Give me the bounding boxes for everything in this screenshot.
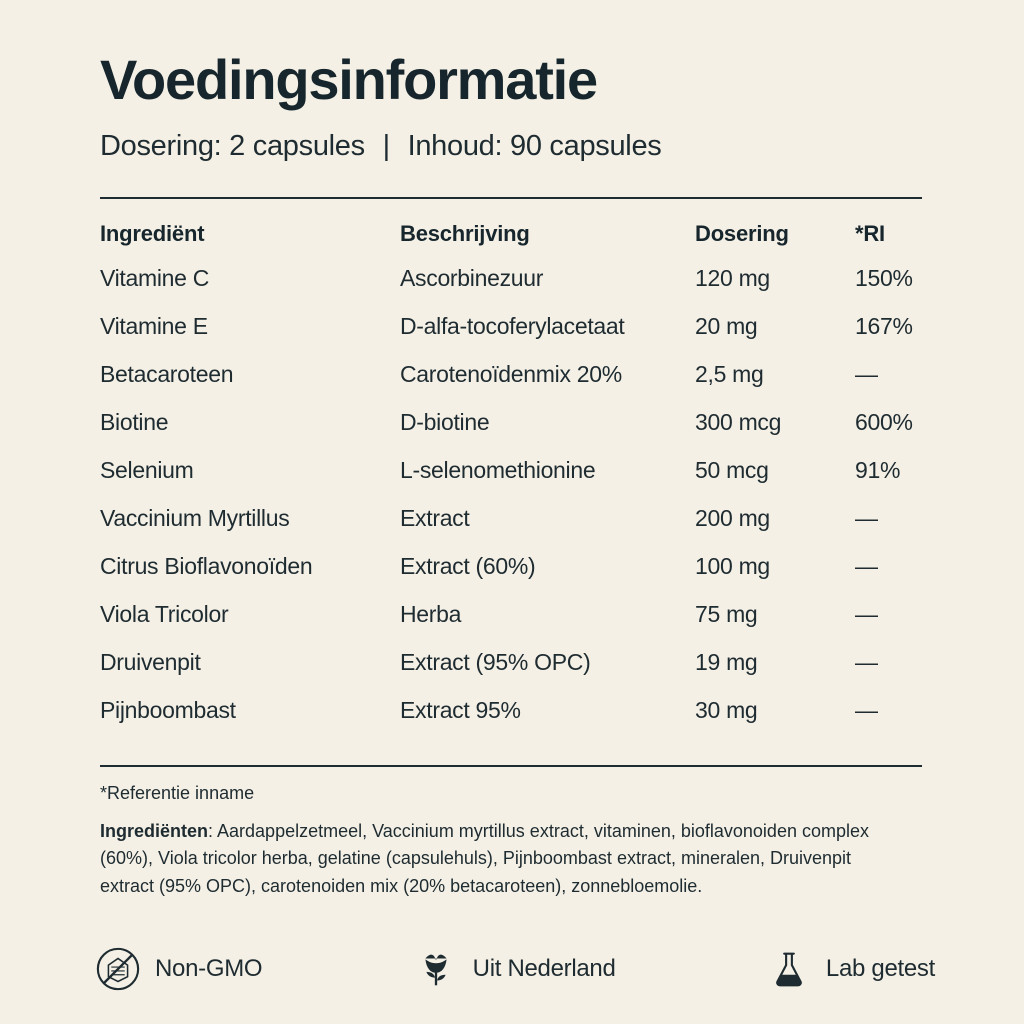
badge-label: Non-GMO (155, 955, 263, 982)
column-header-ingredient: Ingrediënt (100, 221, 205, 246)
ingredients-text: : Aardappelzetmeel, Vaccinium myrtillus extract, vitaminen, bioflavonoiden complex (60%), Viola tricolor herba, gelatine (capsulehuls), Pijnboombast extract, mineralen, Druivenpit extract (95% OPC), carotenoiden mix (20% betacaroteen), zonnebloemolie. (100, 821, 869, 896)
badge-label: Uit Nederland (472, 955, 616, 982)
cell-dose: 75 mg (695, 601, 758, 627)
non-gmo-icon (95, 946, 141, 992)
cell-description: L-selenomethionine (400, 457, 596, 483)
cell-dose: 19 mg (695, 649, 758, 675)
cell-dose: 200 mg (695, 505, 770, 531)
cell-dose: 50 mcg (695, 457, 769, 483)
cell-description: Carotenoïdenmix 20% (400, 361, 622, 387)
table-row (100, 361, 935, 409)
cell-dose: 100 mg (695, 553, 770, 579)
cell-description: Extract (60%) (400, 553, 536, 579)
cell-dose: 20 mg (695, 313, 758, 339)
cell-description: Herba (400, 601, 462, 627)
cell-description: Extract 95% (400, 697, 521, 723)
page-title: Voedingsinformatie (100, 48, 597, 111)
table-header-row (100, 221, 935, 265)
table-row (100, 601, 935, 649)
dosage-text: Dosering: 2 capsules (100, 130, 365, 162)
cell-ingredient: Viola Tricolor (100, 601, 229, 627)
table-row (100, 553, 935, 601)
cell-ri: — (855, 649, 878, 675)
cell-dose: 120 mg (695, 265, 770, 291)
cell-ingredient: Citrus Bioflavonoïden (100, 553, 313, 579)
content-text: Inhoud: 90 capsules (407, 130, 662, 162)
cell-ingredient: Vaccinium Myrtillus (100, 505, 290, 531)
cell-ingredient: Vitamine C (100, 265, 210, 291)
nutrition-table (100, 221, 935, 745)
divider-top (100, 197, 922, 199)
ingredients-paragraph (100, 818, 900, 900)
table-row (100, 649, 935, 697)
cell-ri: — (855, 697, 878, 723)
badge-label: Lab getest (825, 955, 935, 982)
cell-ingredient: Selenium (100, 457, 194, 483)
cell-ri: 150% (855, 265, 913, 291)
cell-dose: 2,5 mg (695, 361, 764, 387)
cell-ri: 600% (855, 409, 913, 435)
table-row (100, 697, 935, 745)
cell-ingredient: Vitamine E (100, 313, 208, 339)
cell-ingredient: Pijnboombast (100, 697, 236, 723)
table-row (100, 313, 935, 361)
table-row (100, 409, 935, 457)
tulip-icon (413, 946, 459, 992)
cell-description: Extract (400, 505, 470, 531)
cell-description: Extract (95% OPC) (400, 649, 591, 675)
cell-ri: — (855, 505, 878, 531)
cell-description: D-alfa-tocoferylacetaat (400, 313, 625, 339)
table-row (100, 457, 935, 505)
cell-ri: — (855, 361, 878, 387)
column-header-dose: Dosering (695, 221, 789, 246)
cell-dose: 300 mcg (695, 409, 782, 435)
dosage-summary (100, 130, 948, 163)
cell-description: Ascorbinezuur (400, 265, 544, 291)
reference-intake-footnote: *Referentie inname (100, 783, 255, 803)
table-row (100, 265, 935, 313)
badge-lab-tested (766, 946, 935, 992)
divider-bottom (100, 765, 922, 767)
badge-non-gmo (95, 946, 262, 992)
column-header-description: Beschrijving (400, 221, 530, 246)
cell-description: D-biotine (400, 409, 490, 435)
summary-separator: | (382, 130, 390, 162)
table-row (100, 505, 935, 553)
cell-dose: 30 mg (695, 697, 758, 723)
ingredients-label: Ingrediënten (100, 821, 209, 841)
cell-ingredient: Druivenpit (100, 649, 201, 675)
badge-row (95, 946, 935, 992)
cell-ri: 91% (855, 457, 901, 483)
cell-ingredient: Betacaroteen (100, 361, 234, 387)
cell-ri: — (855, 553, 878, 579)
cell-ri: — (855, 601, 878, 627)
column-header-ri: *RI (855, 221, 885, 246)
cell-ingredient: Biotine (100, 409, 169, 435)
badge-origin (413, 946, 616, 992)
flask-icon (766, 946, 812, 992)
cell-ri: 167% (855, 313, 913, 339)
